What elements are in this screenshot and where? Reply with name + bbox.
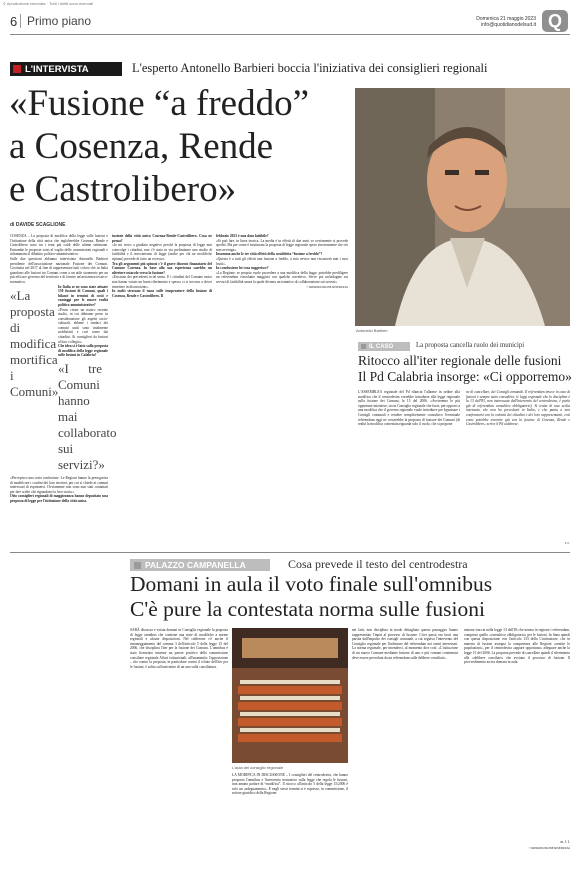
copyright-watermark: © riproduzione riservata · Tutti i diritti sono riservati (3, 1, 94, 6)
interview-kicker-subtitle: L'esperto Antonello Barbieri boccia l'iniziativa dei consiglieri regionali (132, 61, 488, 75)
photo-caption: Antonello Barbieri (356, 328, 388, 333)
caso-headline-line: Il Pd Calabria insorge: «Ci opporremo» (358, 369, 572, 384)
caso-headline (358, 353, 572, 385)
interview-kicker-bar (10, 62, 122, 76)
masthead-date (476, 16, 536, 28)
campanella-label-bar (130, 559, 270, 571)
question: Otto consiglieri regionali di maggioranza hanno depositato una proposta di legge per l'istituzione della città unica. (10, 494, 108, 503)
caso-signature: r. c. (564, 541, 570, 545)
question: Insomma anche le tre città effetti della cosiddetta “fusione a freddo”? (216, 252, 323, 257)
headline-line: «Fusione “a freddo” (9, 83, 310, 124)
question: tuzione della città unica Cosenza-Rende-Castrolibero. Cosa ne pensa? (112, 234, 212, 243)
question: In Italia se ne sono state attuate 130 fusioni di Comuni, quali i bilanci in termini di costi e vantaggi per le nuove realtà politico-amministrative? (58, 284, 108, 307)
caso-label-bar (358, 342, 410, 351)
portrait-photo (355, 88, 570, 326)
paragraph: «Posso citare un nostro recente studio, in cui abbiamo preso in considerazione gli aspetti socio-culturali, ebbene i sindaci dei comuni uniti sono totalmente soddisfatti e così come dai cittadini. Ai consiglieri da fusioni al loro collegio». (58, 307, 108, 344)
caso-headline-line: Ritocco all'iter regionale delle fusioni (358, 353, 562, 368)
paragraph: Sulle due questioni abbiamo intervistato Antonello Barbieri presidente dell'associazione nazionale Fusione dei Comuni. Costituita nel 2017 al fine di rappresentare tutti coloro che in Italia guardano alle fusioni tra Comuni come a un utile strumento per un più efficace governo del territorio e di fornire un'assistenza tecnico-normativa. (10, 256, 108, 284)
caso-square-icon (361, 344, 366, 349)
paragraph: «Io mi trovo a giudizio negativo perché la proposta di legge non coinvolge i cittadini, non c'è stato in via preliminare uno studio di fattibilità e il meccanismo di legge (anche per chi ne modifiche ripiano) prevede di fatto un recesso». (112, 243, 212, 261)
campanella-square-icon (134, 562, 141, 569)
campanella-signature: m. l. f. (560, 840, 570, 844)
campanella-headline (130, 572, 570, 622)
campanella-column-1: SARÀ discussa e votata domani in Consiglio regionale la proposta di legge omnibus che contiene una serie di modifiche a norme regionali e alcune disposizioni. Nel calderone c'è anche il rimaneggiamento del comma 3 dell'articolo 5 della legge 15 del 2006, che disciplina l'iter per la fusione dei Comuni. L'omnibus è stato licenziato insieme un parere positivo della commissione consiliare regionale Affari istituzionali, all'unanimità: l'opposizione – che contro la proposta, in particolare contro il rifiuto dell'iter per le fusioni, è salito sul baricentro di un uno sulla consiliatura. (130, 628, 228, 669)
council-chamber-illustration (232, 628, 348, 763)
campanella-column-3: nei fatti, non disciplina in modo dettagliato questo passaggio: hanno rappresentato l'input al processo di fusione. L'iter passa ora fuori una partita dall'impulso dei consigli comunali, a cui seguiva l'intervento del Consiglio regionale per l'indizione del referendum nei centri interessati. La norma regionale, per intenderci, al momento dice così: «L'istituzione di un nuovo Comune mediante fusione di uno o più comuni contermini deve essere preceduta da un referendum sulle delibere consiliari». (352, 628, 458, 660)
article-column-2 (112, 234, 212, 534)
portrait-illustration (355, 88, 570, 326)
kicker-label: L'INTERVISTA (25, 63, 89, 75)
caso-kicker: La proposta cancella ruolo dei municipi (416, 342, 525, 349)
paragraph: «Questa è a tutti gli effetti una fusione a freddo, a mio avviso non riscuoterà mai i suoi frutti». (216, 256, 348, 266)
question: febbraio 2023 è una data fattibile? (216, 234, 269, 238)
campanella-column-2: LA MODIFICA IN DISCUSSIONE – I consiglieri del centrodestra, che hanno proposto l'omnibus e l'intervento normativo sulla legge che regola le fusioni, non amano parlare di “modifica”. Il ritocco all'articolo 5 della legge 15/2006 è solo un «adeguamento». E negli stessi termini si è espresso, in commissione, il settore giuridico della Regione. (232, 773, 348, 796)
pull-quote: «I tre Comuni hanno mai collaborato sui servizi?» (58, 361, 117, 473)
chamber-photo-caption: L'aula del consiglio regionale (232, 765, 284, 770)
kicker-red-square (13, 65, 21, 73)
article-column-1 (10, 234, 117, 554)
pull-quote: «La proposta di modifica mortifica i Comuni» (10, 287, 59, 399)
council-chamber-photo (232, 628, 348, 763)
question: Tra gli argomenti più spinosi c'è il grave dissesto finanziario del Comune Cosenza. In base alla sua esperienza sarebbe un ulteriore ostacolo verso la fusione? (112, 261, 212, 275)
campanella-headline-line: C'è pure la contestata norma sulle fusioni (130, 597, 485, 621)
caso-label: IL CASO (369, 343, 394, 350)
article-column-3 (216, 234, 348, 534)
paragraph: «Esistono dei precedenti in tal senso. E i cittadini del Comune unico non hanno votato un buon riferimento e spesso ci si trovava a dover rimettere in discussione». (112, 275, 212, 289)
question: Che idea si è fatto sulla proposta di modifica della legge regionale sulle fusioni in Calabria? (58, 344, 108, 358)
campanella-copyright: © RIPRODUZIONE RISERVATA (528, 846, 570, 850)
section-rule (10, 552, 570, 553)
question: In molti sterzano il tasso sulle temperature della fusione di Cosenza, Rende e Castrolibero. Il (112, 289, 212, 298)
page-number: 6 (10, 14, 18, 29)
caso-column-2: ne di cancellare, dei Consigli comunali. Il referendum invece in caso di fusioni è sempre stato consultivo; le leggi regionale che lo disciplina è la 13 dell'83, non interessata dall'intervento del centrodestra, è parla già di referendum consultivo obbligatorio). Si tratta di una scelta insensata, che non ha precedenti in Italia, e che punta a non confrontarsi con la volontà dei cittadini e dei loro rappresentanti, così come potrebbe avvenire già con la fusione di Cosenza, Rende e Castrolibero» scrive il Pd calabrese. (466, 390, 570, 427)
paragraph: «Percepisco una certa confusione. Le Regioni hanno la prerogativa di modificare i confini dei loro territori, per cui si chiede ai comuni interessati di esprimersi. Ovviamente non sono mai stati contattati per fare scelte che riguardano la loro storia.» (10, 476, 108, 494)
newspaper-logo: Q (542, 10, 568, 32)
campanella-kicker: Cosa prevede il testo del centrodestra (288, 557, 468, 571)
byline: di DAVIDE SCAGLIONE (10, 222, 66, 228)
caso-column-1: L'ASSEMBLEA regionale del Pd rilancia l'allarme in ordine alla modifica che il centrodestra vorrebbe introdurre alla legge regionale sulla fusione dei Comuni, la 15 del 2006. «Avvieremo le più opportune iniziative, sia in Consiglio regionale che fuori, per opporci a una modifica che il governo regionale vuole introdurre per bypassare i Consigli comunali e rendere semplicemente consultivo l'eventuale referendum oggi ne cesserebbe la proposta di fusione dei Comuni (di realtà la modifica contestata riguarda solo il ruolo, che si propone (358, 390, 460, 427)
campanella-label: PALAZZO CAMPANELLA (145, 560, 246, 570)
section-title: Primo piano (27, 14, 92, 28)
paragraph: COSENZA – La proposta di modifica della legge sulle fusioni e l'istituzione della città unica che ingloberebbe Cosenza, Rende e Castrolibero sono tra i temi più caldi delle ultime settimane. Entrambe le proposte sono al vaglio delle commissioni regionali e infiammano il dibattito politico-amministrativo. (10, 234, 108, 257)
paragraph: «Si può fare, in linea teorica. La media è in effetti di due anni, se ovviamente si procede spediti. Ma per come è strutturata la proposta di legge regionale spero sinceramente che ciò non avvenga». (216, 238, 348, 252)
campanella-headline-line: Domani in aula il voto finale sull'omnibus (130, 572, 493, 596)
paragraph: «La Regione, se proprio vuole procedere a una modifica della legge, potrebbe prediligere un referendum vincolante maggiori con qualche correttivo. Serve poi un'indagine sui servizi di fattibilità senza la quale diventa un tentativo di collaborazione sui servizi». (216, 270, 348, 284)
masthead-divider (20, 14, 21, 28)
contact-email: info@quotidianodelsud.it (481, 22, 536, 28)
main-headline (9, 82, 349, 211)
headline-line: a Cosenza, Rende (9, 126, 274, 167)
copyright-note: © RIPRODUZIONE RISERVATA (306, 284, 348, 289)
question: In conclusione lei cosa suggerisce? (216, 266, 269, 271)
masthead-rule (10, 34, 570, 35)
headline-line: e Castrolibero» (9, 169, 237, 210)
campanella-column-4: nizione traccia nella legge 13 dell'83 che norma in regione i referendum, compreso quello «consultivo obbligatorio» per le fusioni. In linea quindi con questa disposizione con l'articolo 133 della Costituzione, che in materia di fusioni assegna la competenza alle Regioni «sentite le popolazioni», per il centrodestra «appare opportuno» adeguare anche la legge 15 del 2006. La proposta prevede di cancellare quindi il riferimento alle «delibere consiliari» che avviano il processo di fusione. Il provvedimento arriva domani in aula. (464, 628, 570, 665)
issue-date: Domenica 21 maggio 2023 (476, 16, 536, 22)
